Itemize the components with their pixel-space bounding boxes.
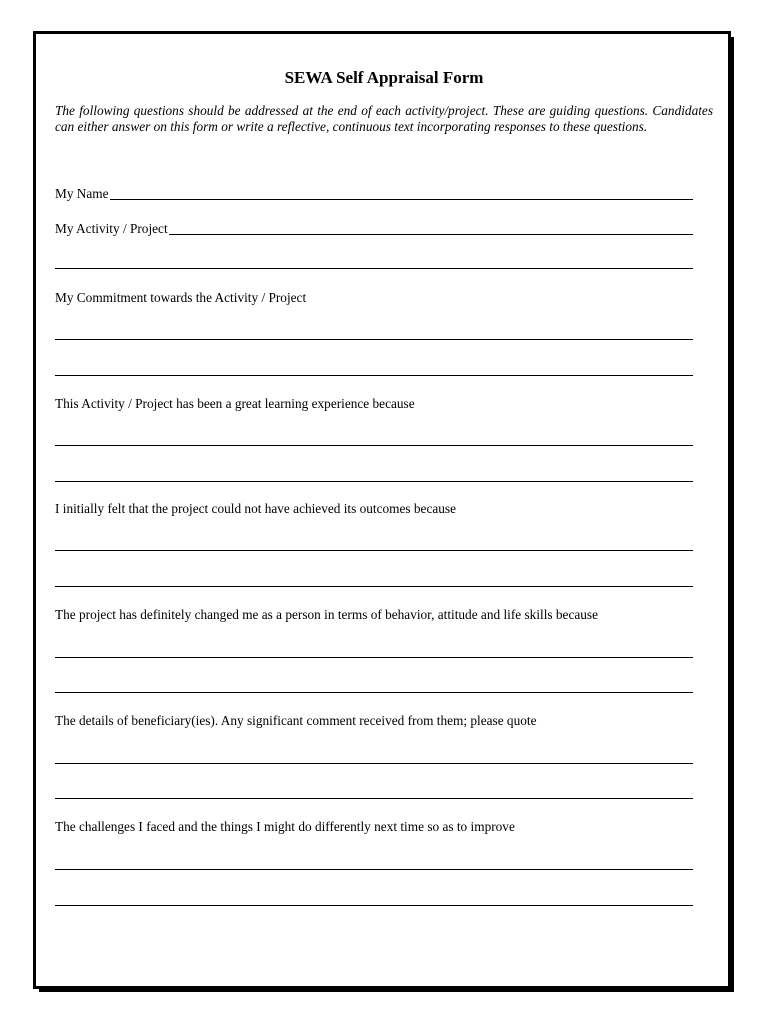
name-label: My Name: [55, 186, 109, 201]
activity-input[interactable]: [169, 220, 693, 235]
answer-line-initial-doubts-1[interactable]: [55, 550, 693, 551]
question-prompt-commitment: My Commitment towards the Activity / Project: [55, 290, 307, 305]
answer-line-commitment-1[interactable]: [55, 339, 693, 340]
question-prompt-beneficiaries: The details of beneficiary(ies). Any significant comment received from them; please quote: [55, 713, 537, 728]
answer-line-beneficiaries-2[interactable]: [55, 798, 693, 799]
answer-line-challenges-2[interactable]: [55, 905, 693, 906]
answer-line-personal-change-1[interactable]: [55, 657, 693, 658]
answer-line-learning-1[interactable]: [55, 445, 693, 446]
form-instructions: The following questions should be addressed at the end of each activity/project. These are guiding questions. Candidates can either answer on this form or write a reflective, continuous text incorporating responses to these questions.: [55, 103, 713, 134]
question-prompt-learning: This Activity / Project has been a great learning experience because: [55, 396, 415, 411]
answer-line-initial-doubts-2[interactable]: [55, 586, 693, 587]
activity-input-line-2[interactable]: [55, 268, 693, 269]
question-prompt-personal-change: The project has definitely changed me as a person in terms of behavior, attitude and life skills because: [55, 607, 598, 622]
answer-line-personal-change-2[interactable]: [55, 692, 693, 693]
answer-line-challenges-1[interactable]: [55, 869, 693, 870]
name-input[interactable]: [110, 185, 693, 200]
activity-label: My Activity / Project: [55, 221, 168, 236]
answer-line-beneficiaries-1[interactable]: [55, 763, 693, 764]
activity-field-row: [55, 219, 693, 237]
question-prompt-initial-doubts: I initially felt that the project could not have achieved its outcomes because: [55, 501, 456, 516]
form-title: SEWA Self Appraisal Form: [284, 68, 484, 87]
name-field-row: [55, 184, 693, 202]
answer-line-learning-2[interactable]: [55, 481, 693, 482]
answer-line-commitment-2[interactable]: [55, 375, 693, 376]
question-prompt-challenges: The challenges I faced and the things I might do differently next time so as to improve: [55, 819, 515, 834]
